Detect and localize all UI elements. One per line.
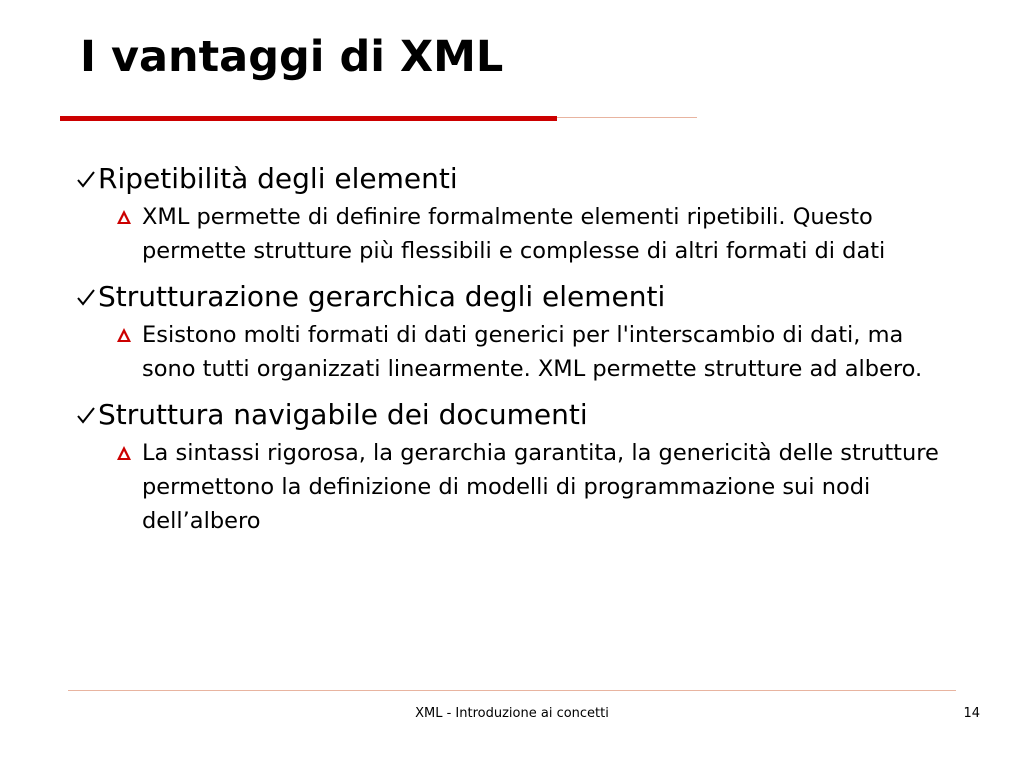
footer-divider: [68, 690, 956, 691]
checkmark-icon: [74, 160, 98, 198]
slide-content: [74, 160, 974, 548]
slide-title: I vantaggi di XML: [80, 32, 504, 82]
sub-bullet-text: La sintassi rigorosa, la gerarchia garantita, la genericità delle strutture permettono la definizione di modelli di programmazione sui nodi dell’albero: [142, 440, 939, 534]
bullet-item: [74, 160, 974, 198]
bullet-item: [74, 278, 974, 316]
sub-bullet-item: [142, 318, 962, 386]
flag-icon: [114, 438, 134, 468]
checkmark-icon: [74, 278, 98, 316]
checkmark-icon: [74, 396, 98, 434]
flag-icon: [114, 320, 134, 350]
bullet-item: [74, 396, 974, 434]
sub-bullet-item: [142, 200, 962, 268]
page-number: 14: [963, 706, 980, 721]
title-underline-thick: [60, 116, 557, 121]
bullet-heading: Strutturazione gerarchica degli elementi: [98, 280, 666, 313]
bullet-heading: Struttura navigabile dei documenti: [98, 398, 588, 431]
flag-icon: [114, 202, 134, 232]
sub-bullet-text: XML permette di definire formalmente elementi ripetibili. Questo permette strutture più flessibili e complesse di altri formati di dati: [142, 204, 886, 264]
sub-bullet-text: Esistono molti formati di dati generici per l'interscambio di dati, ma sono tutti organizzati linearmente. XML permette strutture ad albero.: [142, 322, 923, 382]
bullet-heading: Ripetibilità degli elementi: [98, 162, 458, 195]
title-underline-thin: [557, 117, 697, 118]
sub-bullet-item: [142, 436, 962, 538]
footer-text: XML - Introduzione ai concetti: [415, 706, 609, 721]
